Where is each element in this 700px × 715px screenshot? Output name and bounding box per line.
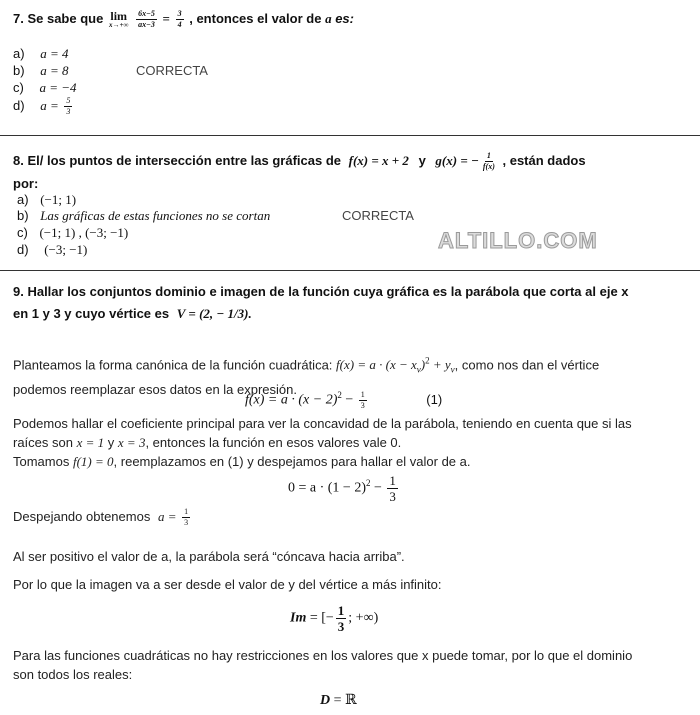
option-text: a = 8 — [40, 63, 69, 78]
option-label: d) — [17, 242, 29, 257]
p4-a: a = — [157, 508, 177, 524]
option-text: Las gráficas de estas funciones no se cortan — [40, 208, 271, 223]
q7-lim-den: ax−3 — [138, 20, 155, 29]
option-text: a = 4 — [40, 46, 69, 61]
option-label: b) — [13, 63, 25, 78]
p3-f: f(1) = 0 — [72, 454, 114, 469]
eq1-fraction — [359, 391, 367, 410]
fraction-num: 1 — [486, 151, 491, 160]
q9-vertex: V = (2, − 1/3). — [176, 306, 252, 321]
option-label: c) — [13, 80, 24, 95]
q9-paragraph-5: Al ser positivo el valor de a, la parábola será “cóncava hacia arriba”. — [13, 549, 405, 564]
p1-line2: podemos reemplazar esos datos en la expresión. — [13, 381, 297, 397]
q8-option-a — [17, 192, 76, 208]
p2-x3: x = 3 — [117, 435, 146, 450]
q7-suffix2: es: — [335, 10, 354, 26]
p2-line2-b: , entonces la función en esos valores vale 0. — [145, 435, 402, 450]
eq1-lhs: f(x) = a · (x − 2) — [245, 392, 338, 408]
im-eq: = [− — [309, 610, 334, 626]
fraction-den: 3 — [184, 518, 189, 527]
option-text: a = −4 — [39, 80, 77, 95]
q7-rhs-fraction — [176, 10, 184, 29]
q7-option-c — [13, 80, 77, 96]
q8-statement-line2: por: — [13, 176, 39, 191]
q7-option-a — [13, 46, 68, 62]
q9-paragraph-4 — [13, 508, 192, 527]
p2-y: y — [107, 435, 115, 450]
q7-eq: = — [162, 10, 170, 26]
q7-rhs-num: 3 — [177, 9, 182, 18]
q7-limit — [109, 10, 128, 29]
p4-fraction — [182, 508, 190, 527]
p1-formula: $f(x) = a \cdot (x - x_v)^2 + y_v$ — [336, 356, 455, 375]
q8-g-fraction — [481, 152, 497, 171]
q9-line2-prefix: en 1 y 3 y cuyo vértice es — [13, 306, 170, 321]
eq1-tag: (1) — [426, 391, 443, 407]
q8-g-lhs: g(x) = − — [435, 152, 479, 168]
q8-suffix: , están dados — [502, 152, 586, 168]
p1-formula-mid: ) — [420, 357, 426, 373]
q8-f-expr: f(x) = x + 2 — [348, 152, 409, 168]
p7-line1: Para las funciones cuadráticas no hay restricciones en los valores que x puede tomar, por lo que el dominio — [13, 648, 633, 663]
altillo-watermark: ALTILLO.COM — [438, 228, 598, 253]
fraction-den: 3 — [337, 619, 345, 634]
q8-correct-label: CORRECTA — [342, 208, 414, 223]
q7-lim-word: lim — [110, 9, 128, 23]
eq2-fraction — [387, 474, 398, 503]
q8-option-c — [17, 225, 128, 241]
fraction-num: 5 — [66, 96, 71, 105]
q7-var: a — [325, 10, 332, 26]
fraction-den: 3 — [360, 400, 365, 410]
q7-lim-sub: x→+∞ — [108, 21, 129, 29]
q8-statement — [13, 152, 586, 171]
option-text: (−3; −1) — [44, 242, 88, 257]
p3-a: Tomamos — [13, 454, 70, 469]
q7-prefix: 7. Se sabe que — [13, 10, 104, 26]
option-label: d) — [13, 97, 25, 113]
equation-1: $f(x) = a \cdot (x - 2)^2$ − $\frac{1}{3}$ (1) — [245, 389, 443, 410]
eq2-lhs: 0 = a · (1 − 2) — [288, 480, 366, 496]
separator-line — [0, 135, 700, 136]
im-tail: ; +∞) — [348, 610, 379, 626]
q7-lim-fraction — [136, 10, 157, 29]
q7-option-d-fraction — [64, 97, 72, 116]
fraction-num: 1 — [184, 507, 189, 516]
q9-statement-line1: 9. Hallar los conjuntos dominio e imagen de la función cuya gráfica es la parábola que corta al eje x — [13, 284, 629, 299]
option-text: (−1; 1) — [40, 192, 77, 207]
fraction-num: 1 — [337, 603, 345, 618]
option-label: a) — [13, 46, 25, 61]
q7-rhs-den: 4 — [177, 20, 182, 29]
q9-paragraph-6: Por lo que la imagen va a ser desde el valor de y del vértice a más infinito: — [13, 577, 442, 592]
q8-prefix: 8. El/ los puntos de intersección entre las gráficas de — [13, 152, 341, 168]
p1-tail: , como nos dan el vértice — [454, 357, 600, 373]
p2-line1: Podemos hallar el coeficiente principal para ver la concavidad de la parábola, teniendo en cuenta que si las — [13, 416, 632, 431]
option-label: b) — [17, 208, 29, 223]
q7-lim-num: 6x−5 — [138, 9, 155, 18]
option-text: a = — [40, 97, 59, 113]
q7-correct-label: CORRECTA — [136, 63, 208, 78]
eq1-minus: − — [345, 392, 354, 408]
fraction-num: 1 — [389, 473, 396, 488]
p4-text: Despejando obtenemos — [13, 508, 151, 524]
p1-formula-end: + y — [432, 357, 451, 373]
fraction-num: 1 — [360, 389, 365, 399]
fraction-den: f(x) — [482, 162, 495, 171]
p2-x1: x = 1 — [76, 435, 105, 450]
domain-equation — [320, 692, 357, 709]
p1-formula-start: f(x) = a · (x − x — [336, 357, 417, 373]
im-lhs: Im — [290, 610, 307, 626]
q9-statement-line2 — [13, 306, 252, 322]
option-label: c) — [17, 225, 28, 240]
eq2-minus: − — [374, 480, 382, 496]
equation-2: $0 = a \cdot (1 - 2)^2$ − $\frac{1}{3}$ — [288, 473, 396, 504]
separator-line — [0, 270, 700, 271]
p3-b: , reemplazamos en (1) y despejamos para hallar el valor de a. — [113, 454, 471, 469]
image-equation — [290, 604, 378, 633]
p2-line2-a: raíces son — [13, 435, 73, 450]
option-text: (−1; 1) , (−3; −1) — [39, 225, 129, 240]
im-fraction — [336, 604, 347, 633]
q9-paragraph-2 — [13, 414, 691, 471]
q8-y-word: y — [418, 152, 426, 168]
p7-line2: son todos los reales: — [13, 667, 133, 682]
q9-paragraph-7 — [13, 646, 691, 684]
option-label: a) — [17, 192, 29, 207]
q7-suffix: , entonces el valor de — [189, 10, 322, 26]
fraction-den: 3 — [66, 107, 71, 116]
q8-option-d — [17, 242, 87, 258]
q7-statement — [13, 10, 354, 29]
q7-option-d — [13, 97, 74, 116]
fraction-den: 3 — [389, 489, 396, 504]
dom-lhs: D — [320, 693, 331, 708]
p1-text: Planteamos la forma canónica de la función cuadrática: — [13, 357, 333, 373]
dom-rhs: = ℝ — [333, 693, 357, 708]
q8-option-b — [17, 208, 270, 224]
q7-option-b — [13, 63, 68, 79]
